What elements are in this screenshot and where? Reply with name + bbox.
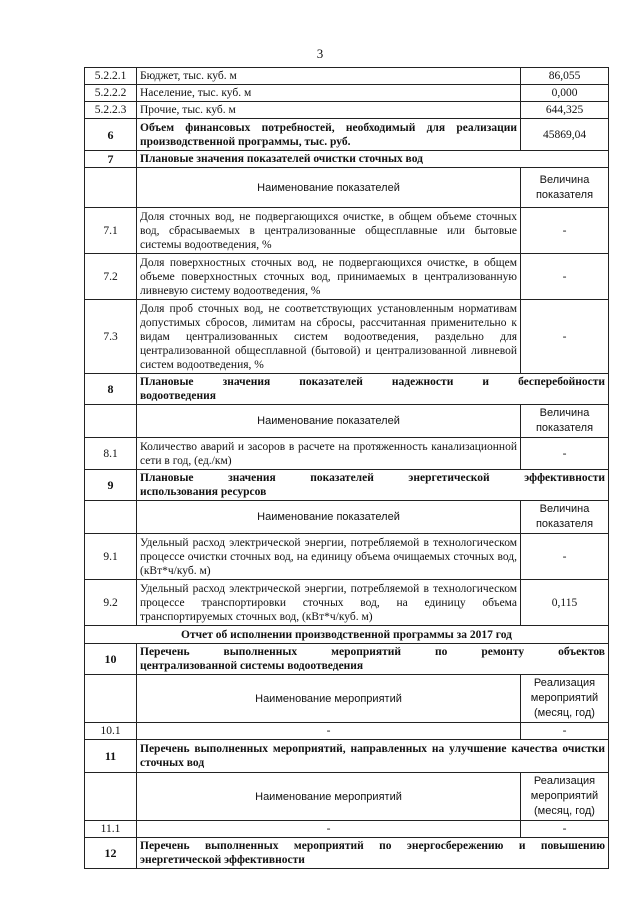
empty-cell bbox=[85, 405, 137, 438]
table-row bbox=[85, 821, 609, 838]
section-number: 12 bbox=[85, 838, 137, 869]
row-label: - bbox=[137, 723, 521, 740]
row-label: Бюджет, тыс. куб. м bbox=[137, 68, 521, 85]
section-number: 9 bbox=[85, 470, 137, 501]
row-value: - bbox=[521, 438, 609, 470]
section-number: 7 bbox=[85, 151, 137, 168]
column-header-value: Величина показателя bbox=[521, 168, 609, 208]
column-header-row bbox=[85, 168, 609, 208]
table-row bbox=[85, 300, 609, 374]
row-label: Доля проб сточных вод, не соответствующих установленным нормативам допустимых сбросов, лимитам на сбросы, рассчитанная применительно к видам централизованных систем водоотведения, раздельно для централизованной общесплавной (бытовой) и централизованной ливневой систем водоотведения, % bbox=[137, 300, 521, 374]
section-title bbox=[137, 374, 609, 405]
section-title-line: водоотведения bbox=[140, 390, 216, 402]
column-header-row bbox=[85, 773, 609, 821]
column-header-name: Наименование мероприятий bbox=[137, 675, 521, 723]
table-row bbox=[85, 102, 609, 119]
row-value: 0,115 bbox=[521, 580, 609, 626]
section-title-line: Плановые значения показателей энергетической эффективности bbox=[140, 472, 605, 484]
column-header-row bbox=[85, 501, 609, 534]
row-value: - bbox=[521, 723, 609, 740]
empty-cell bbox=[85, 168, 137, 208]
row-label: Доля поверхностных сточных вод, не подвергающихся очистке, в общем объеме поверхностных сточных вод, принимаемых в централизованную ливневую систему водоотведения, % bbox=[137, 254, 521, 300]
row-number: 7.2 bbox=[85, 254, 137, 300]
section-number: 8 bbox=[85, 374, 137, 405]
row-value: 45869,04 bbox=[521, 119, 609, 151]
section-number: 11 bbox=[85, 740, 137, 773]
row-number: 5.2.2.2 bbox=[85, 85, 137, 102]
section-title-line: Плановые значения показателей надежности и бесперебойности bbox=[140, 376, 605, 388]
column-header-row bbox=[85, 405, 609, 438]
row-label: Объем финансовых потребностей, необходимый для реализации производственной программы, тыс. руб. bbox=[137, 119, 521, 151]
row-label: Прочие, тыс. куб. м bbox=[137, 102, 521, 119]
section-title bbox=[137, 644, 609, 675]
row-number: 7.1 bbox=[85, 208, 137, 254]
column-header-name: Наименование показателей bbox=[137, 405, 521, 438]
empty-cell bbox=[85, 773, 137, 821]
row-value: - bbox=[521, 300, 609, 374]
row-label: Количество аварий и засоров в расчете на протяженность канализационной сети в год, (ед./км) bbox=[137, 438, 521, 470]
table-row bbox=[85, 723, 609, 740]
empty-cell bbox=[85, 675, 137, 723]
column-header-row bbox=[85, 675, 609, 723]
row-number: 5.2.2.1 bbox=[85, 68, 137, 85]
row-label: Удельный расход электрической энергии, потребляемой в технологическом процессе транспортировки сточных вод, на единицу объема транспортируемых сточных вод, (кВт*ч/куб. м) bbox=[137, 580, 521, 626]
report-title: Отчет об исполнении производственной программы за 2017 год bbox=[85, 626, 609, 644]
section-title-line: Перечень выполненных мероприятий по ремонту объектов bbox=[140, 646, 605, 658]
section-title-line: централизованной системы водоотведения bbox=[140, 660, 364, 672]
table-row bbox=[85, 438, 609, 470]
row-label: Удельный расход электрической энергии, потребляемой в технологическом процессе очистки сточных вод, на единицу объема очищаемых сточных вод, (кВт*ч/куб. м) bbox=[137, 534, 521, 580]
row-number: 9.2 bbox=[85, 580, 137, 626]
column-header-value: Величина показателя bbox=[521, 501, 609, 534]
section-number: 10 bbox=[85, 644, 137, 675]
column-header-name: Наименование мероприятий bbox=[137, 773, 521, 821]
program-table bbox=[84, 67, 609, 869]
section-title: Перечень выполненных мероприятий по энергосбережению и повышению энергетической эффективности bbox=[137, 838, 609, 869]
row-value: 86,055 bbox=[521, 68, 609, 85]
row-value: 644,325 bbox=[521, 102, 609, 119]
section-title bbox=[137, 470, 609, 501]
row-number: 6 bbox=[85, 119, 137, 151]
section-header bbox=[85, 470, 609, 501]
row-label: Доля сточных вод, не подвергающихся очистке, в общем объеме сточных вод, сбрасываемых в централизованные общесплавные или бытовые системы водоотведения, % bbox=[137, 208, 521, 254]
table-row bbox=[85, 254, 609, 300]
table-row bbox=[85, 208, 609, 254]
section-header bbox=[85, 740, 609, 773]
section-title-line: использования ресурсов bbox=[140, 486, 267, 498]
row-value: - bbox=[521, 254, 609, 300]
section-header bbox=[85, 644, 609, 675]
section-header bbox=[85, 374, 609, 405]
table-row bbox=[85, 68, 609, 85]
row-value: 0,000 bbox=[521, 85, 609, 102]
page-number: 3 bbox=[316, 46, 324, 61]
table-row bbox=[85, 85, 609, 102]
row-value: - bbox=[521, 821, 609, 838]
empty-cell bbox=[85, 501, 137, 534]
column-header-value: Величина показателя bbox=[521, 405, 609, 438]
row-number: 9.1 bbox=[85, 534, 137, 580]
report-title-row bbox=[85, 626, 609, 644]
row-number: 5.2.2.3 bbox=[85, 102, 137, 119]
row-number: 8.1 bbox=[85, 438, 137, 470]
table-row bbox=[85, 534, 609, 580]
row-label: Население, тыс. куб. м bbox=[137, 85, 521, 102]
table-row bbox=[85, 580, 609, 626]
row-value: - bbox=[521, 208, 609, 254]
section-title: Плановые значения показателей очистки сточных вод bbox=[137, 151, 609, 168]
row-number: 10.1 bbox=[85, 723, 137, 740]
column-header-value: Реализация мероприятий (месяц, год) bbox=[521, 675, 609, 723]
section-header bbox=[85, 838, 609, 869]
section-title: Перечень выполненных мероприятий, направленных на улучшение качества очистки сточных вод bbox=[137, 740, 609, 773]
column-header-name: Наименование показателей bbox=[137, 501, 521, 534]
row-number: 11.1 bbox=[85, 821, 137, 838]
row-number: 7.3 bbox=[85, 300, 137, 374]
table-row bbox=[85, 119, 609, 151]
row-value: - bbox=[521, 534, 609, 580]
section-header bbox=[85, 151, 609, 168]
column-header-name: Наименование показателей bbox=[137, 168, 521, 208]
column-header-value: Реализация мероприятий (месяц, год) bbox=[521, 773, 609, 821]
row-label: - bbox=[137, 821, 521, 838]
